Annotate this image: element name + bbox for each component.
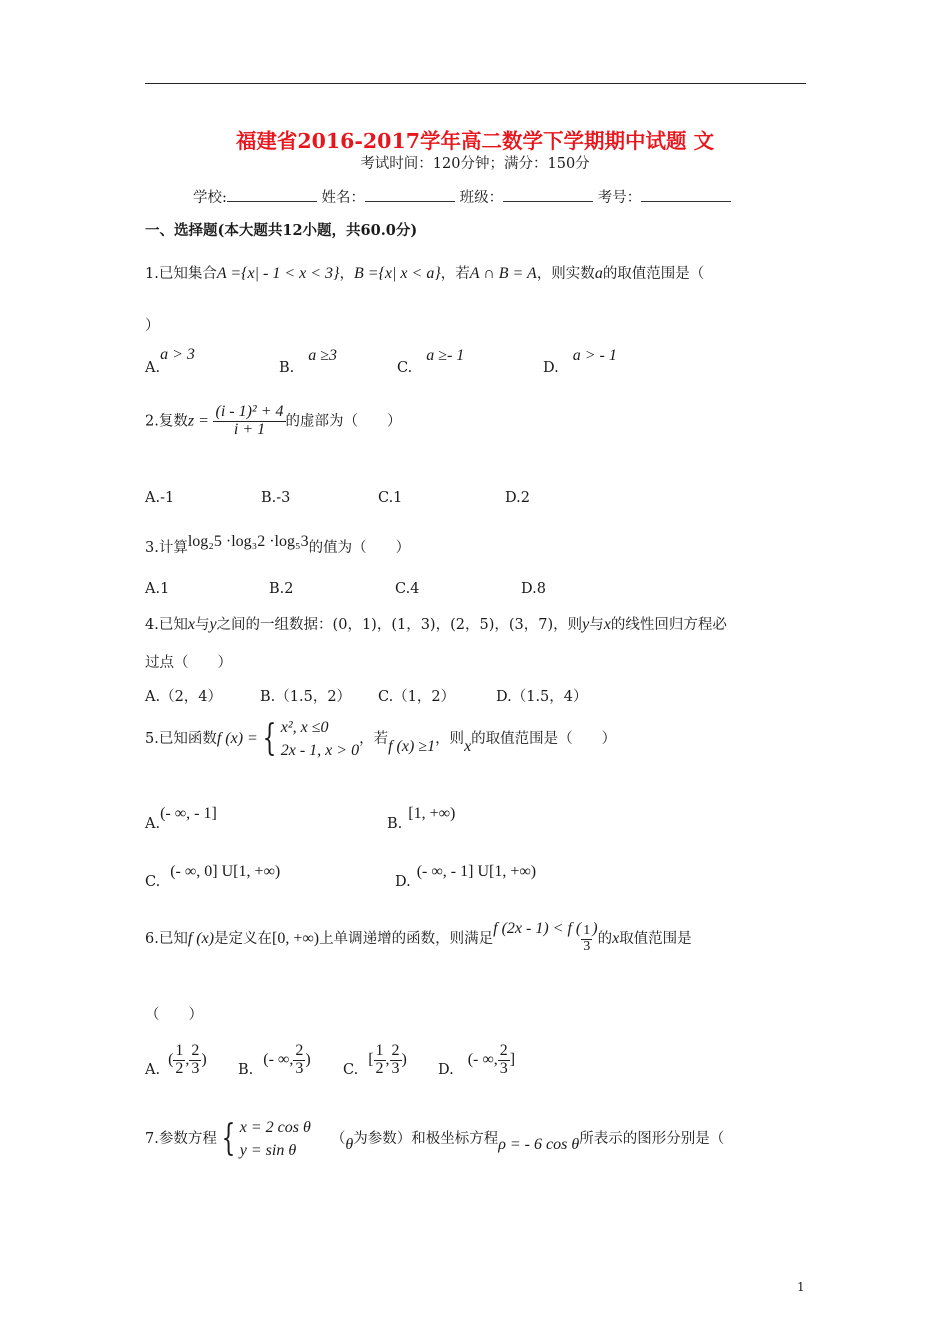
question-3-option-b[interactable]: B.2	[269, 581, 294, 597]
question-1-option-b[interactable]: B.a ≥3	[279, 347, 338, 376]
question-2-option-b[interactable]: B.-3	[261, 490, 291, 506]
question-2-option-c[interactable]: C.1	[378, 490, 403, 506]
class-field[interactable]	[503, 187, 593, 202]
question-6-stem: 6.已知f (x)是定义在[0, +∞)上单调递增的函数，则满足f (2x - 1) < f ( $\frac{1}{3}$ )的x取值范围是	[145, 920, 692, 954]
id-label: 考号：	[597, 190, 642, 206]
school-label: 学校:	[193, 190, 227, 206]
name-field[interactable]	[365, 187, 455, 202]
question-4-option-b[interactable]: B.（1.5，2）	[260, 689, 352, 705]
question-1-option-a[interactable]: A.a > 3	[145, 346, 195, 376]
left-brace: {	[262, 718, 277, 760]
section-heading: 一、选择题(本大题共12小题，共60.0分)	[145, 222, 418, 239]
question-6-option-c[interactable]: C.[ $\frac{1}{2}$ , $\frac{2}{3}$ )	[343, 1041, 407, 1078]
id-field[interactable]	[641, 187, 731, 202]
question-3-stem: 3.计算log₂5 ·log₃2 ·log₅3的值为（ ）	[145, 533, 411, 556]
exam-title: 福建省2016-2017学年高二数学下学期期中试题 文	[235, 129, 715, 153]
question-4-stem-cont: 过点（ ）	[145, 655, 232, 671]
exam-subtitle: 考试时间：120分钟；满分：150分	[360, 156, 590, 172]
header-rule	[145, 83, 806, 84]
page-number: 1	[797, 1280, 805, 1294]
question-2-stem: 2.复数z = $\frac{\text{(i - 1)² + 4}}{i + 1}$ 的虚部为（ ）	[145, 403, 402, 438]
question-5-option-c[interactable]: C.(- ∞, 0] U[1, +∞)	[145, 863, 281, 890]
fraction-one-third: $\frac{1}{3}$	[583, 923, 591, 954]
question-5-option-a[interactable]: A.(- ∞, - 1]	[145, 805, 217, 832]
question-5-option-d[interactable]: D.(- ∞, - 1] U[1, +∞)	[395, 863, 537, 890]
question-4-option-c[interactable]: C.（1，2）	[378, 689, 456, 705]
parametric-cases: x = 2 cos θ y = sin θ	[239, 1119, 311, 1160]
question-3-option-a[interactable]: A.1	[145, 581, 170, 597]
question-7-stem: 7.参数方程 { x = 2 cos θ y = sin θ （θ为参数）和极坐标方程ρ = - 6 cos θ所表示的图形分别是（	[145, 1116, 724, 1162]
fraction: $\frac{\text{(i - 1)² + 4}}{i + 1}$	[215, 403, 284, 438]
question-1-option-c[interactable]: C.a ≥- 1	[397, 347, 465, 376]
student-info-line	[193, 186, 731, 207]
question-1-stem: 1.已知集合A ={x| - 1 < x < 3}，B ={x| x < a}，若A ∩ B = A，则实数a的取值范围是（	[145, 265, 705, 282]
question-6-paren: （ ）	[145, 1007, 203, 1023]
piecewise-cases: x², x ≤0 2x - 1, x > 0	[280, 719, 360, 760]
name-label: 姓名：	[321, 190, 365, 206]
question-6-option-d[interactable]: D.(- ∞, $\frac{2}{3}$ ]	[438, 1041, 516, 1078]
question-5-option-b[interactable]: B.[1, +∞)	[387, 805, 456, 832]
question-3-option-d[interactable]: D.8	[521, 581, 546, 597]
question-1-option-d[interactable]: D.a > - 1	[543, 347, 617, 376]
question-2-option-d[interactable]: D.2	[505, 490, 530, 506]
question-4-option-a[interactable]: A.（2，4）	[145, 689, 223, 705]
question-6-option-a[interactable]: A.( $\frac{1}{2}$ , $\frac{2}{3}$ )	[145, 1041, 207, 1078]
question-4-stem: 4.已知x与y之间的一组数据：(0，1)，(1，3)，(2，5)，(3，7)，则y与x的线性回归方程必	[145, 616, 727, 633]
question-1-paren: ）	[145, 318, 160, 334]
left-brace: {	[221, 1118, 236, 1160]
question-6-option-b[interactable]: B.(- ∞, $\frac{2}{3}$ )	[238, 1041, 311, 1078]
question-2-option-a[interactable]: A.-1	[145, 490, 175, 506]
question-3-option-c[interactable]: C.4	[395, 581, 420, 597]
question-4-option-d[interactable]: D.（1.5，4）	[496, 689, 588, 705]
question-5-stem: 5.已知函数f (x) = { x², x ≤0 2x - 1, x > 0 ，若f (x) ≥1，则x的取值范围是（ ）	[145, 716, 616, 762]
class-label: 班级：	[459, 190, 504, 206]
school-field[interactable]	[227, 187, 317, 202]
